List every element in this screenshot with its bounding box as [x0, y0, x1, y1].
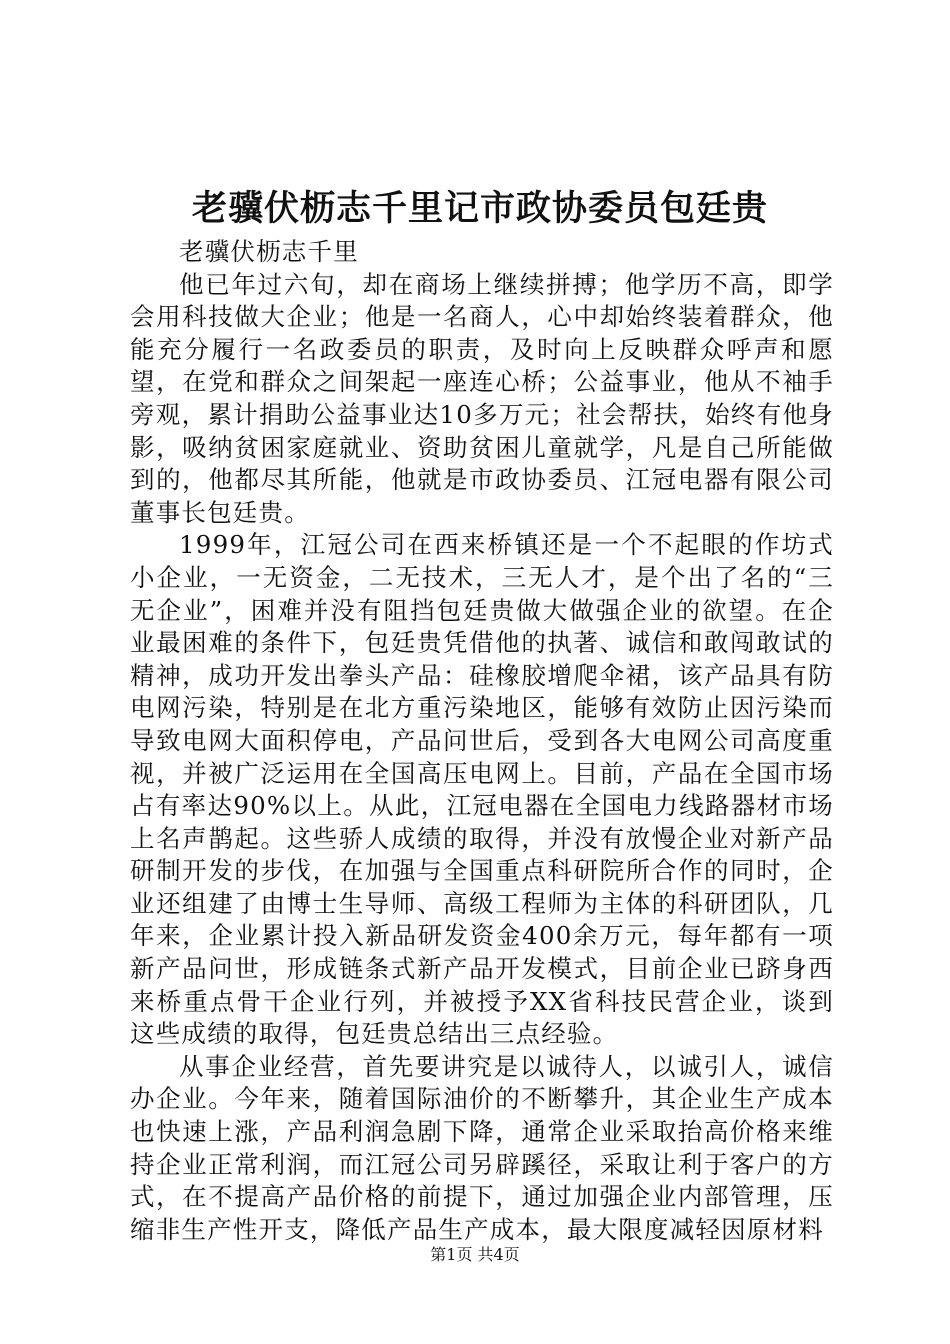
page-number-footer: 第1页 共4页	[430, 1245, 520, 1264]
subtitle-line: 老骥伏枥志千里	[179, 237, 359, 266]
paragraph-2: 1999年，江冠公司在西来桥镇还是一个不起眼的作坊式小企业，一无资金，二无技术，三无人才，是个出了名的“三无企业”，困难并没有阻挡包廷贵做大做强企业的欲望。在企业最困难的条件下，包廷贵凭借他的执著、诚信和敢闯敢试的精神，成功开发出拳头产品：硅橡胶增爬伞裙，该产品具有防电网污染，特别是在北方重污染地区，能够有效防止因污染而导致电网大面积停电，产品问世后，受到各大电网公司高度重视，并被广泛运用在全国高压电网上。目前，产品在全国市场占有率达90%以上。从此，江冠电器在全国电力线路器材市场上名声鹊起。这些骄人成绩的取得，并没有放慢企业对新产品研制开发的步伐，在加强与全国重点科研院所合作的同时，企业还组建了由博士生导师、高级工程师为主体的科研团队，几年来，企业累计投入新品研发资金400余万元，每年都有一项新产品问世，形成链条式新产品开发模式，目前企业已跻身西来桥重点骨干企业行列，并被授予XX省科技民营企业，谈到这些成绩的取得，包廷贵总结出三点经验。	[130, 530, 834, 1049]
document-title: 老骥伏枥志千里记市政协委员包廷贵	[191, 188, 768, 229]
document-body	[130, 236, 834, 1246]
paragraph-1: 他已年过六旬，却在商场上继续拼搏；他学历不高，即学会用科技做大企业；他是一名商人，心中却始终装着群众，他能充分履行一名政委员的职责，及时向上反映群众呼声和愿望，在党和群众之间架起一座连心桥；公益事业，他从不袖手旁观，累计捐助公益事业达10多万元；社会帮扶，始终有他身影，吸纳贫困家庭就业、资助贫困儿童就学，凡是自己所能做到的，他都尽其所能，他就是市政协委员、江冠电器有限公司董事长包廷贵。	[130, 269, 834, 527]
paragraph-3: 从事企业经营，首先要讲究是以诚待人，以诚引人，诚信办企业。今年来，随着国际油价的不断攀升，其企业生产成本也快速上涨，产品利润急剧下降，通常企业采取抬高价格来维持企业正常利润，而江冠公司另辟蹊径，采取让利于客户的方式，在不提高产品价格的前提下，通过加强企业内部管理，压缩非生产性开支，降低产品生产成本，最大限度减轻因原材料	[130, 1051, 834, 1244]
